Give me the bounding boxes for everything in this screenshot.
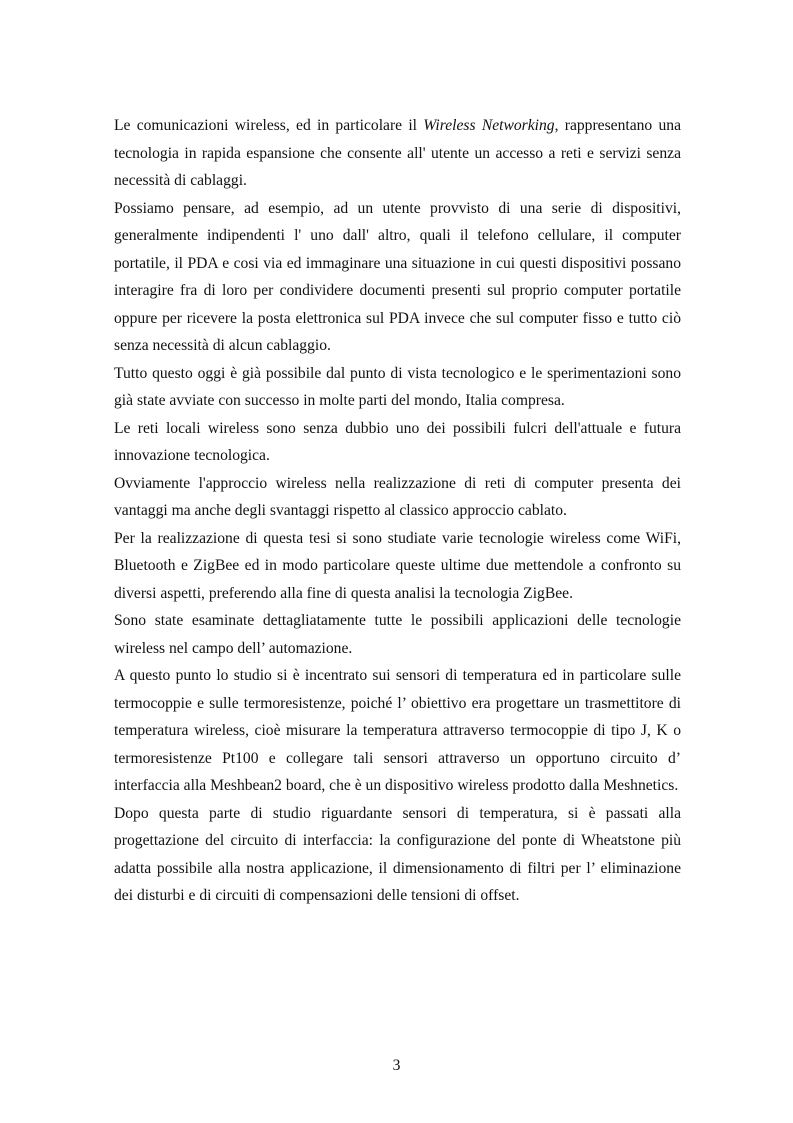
intro-text-end: , rappresentano una tecnologia in rapida espansione che consente all' utente un accesso a reti e servizi senza necessità di cablaggi. xyxy=(114,117,682,189)
paragraph: Tutto questo oggi è già possibile dal punto di vista tecnologico e le sperimentazioni sono già state avviate con successo in molte parti del mondo, Italia compresa. xyxy=(114,364,681,409)
paragraph: A questo punto lo studio si è incentrato sui sensori di temperatura ed in particolare sulle termocoppie e sulle termoresistenze, poiché l’ obiettivo era progettare un trasmettitore di temperatura wireless, cioè misurare la temperatura attraverso termocoppie di tipo J, K o termoresistenze Pt100 e collegare tali sensori attraverso un opportuno circuito d’ interfaccia alla Meshbean2 board, che è un dispositivo wireless prodotto dalla Meshnetics. xyxy=(114,667,681,794)
paragraph: Sono state esaminate dettagliatamente tutte le possibili applicazioni delle tecnologie wireless nel campo dell’ automazione. xyxy=(114,612,681,657)
paragraph: Le reti locali wireless sono senza dubbio uno dei possibili fulcri dell'attuale e futura innovazione tecnologica. xyxy=(114,419,681,464)
paragraph-intro xyxy=(114,112,681,195)
intro-text-start: Le comunicazioni wireless, ed in particolare il xyxy=(114,117,424,134)
intro-emphasis: Wireless Networking xyxy=(423,117,555,134)
paragraph: Per la realizzazione di questa tesi si sono studiate varie tecnologie wireless come WiFi, Bluetooth e ZigBee ed in modo particolare queste ultime due mettendole a confronto su diversi aspetti, preferendo alla fine di questa analisi la tecnologia ZigBee. xyxy=(114,529,681,602)
body-text xyxy=(114,112,681,910)
paragraph: Ovviamente l'approccio wireless nella realizzazione di reti di computer presenta dei vantaggi ma anche degli svantaggi rispetto al classico approccio cablato. xyxy=(114,474,681,519)
paragraph: Possiamo pensare, ad esempio, ad un utente provvisto di una serie di dispositivi, generalmente indipendenti l' uno dall' altro, quali il telefono cellulare, il computer portatile, il PDA e cosi via ed immaginare una situazione in cui questi dispositivi possano interagire fra di loro per condividere documenti presenti sul proprio computer portatile oppure per ricevere la posta elettronica sul PDA invece che sul computer fisso e tutto ciò senza necessità di alcun cablaggio. xyxy=(114,199,681,354)
paragraph: Dopo questa parte di studio riguardante sensori di temperatura, si è passati alla progettazione del circuito di interfaccia: la configurazione del ponte di Wheatstone più adatta possibile alla nostra applicazione, il dimensionamento di filtri per l’ eliminazione dei disturbi e di circuiti di compensazioni delle tensioni di offset. xyxy=(114,804,681,904)
page-number: 3 xyxy=(392,1057,401,1074)
